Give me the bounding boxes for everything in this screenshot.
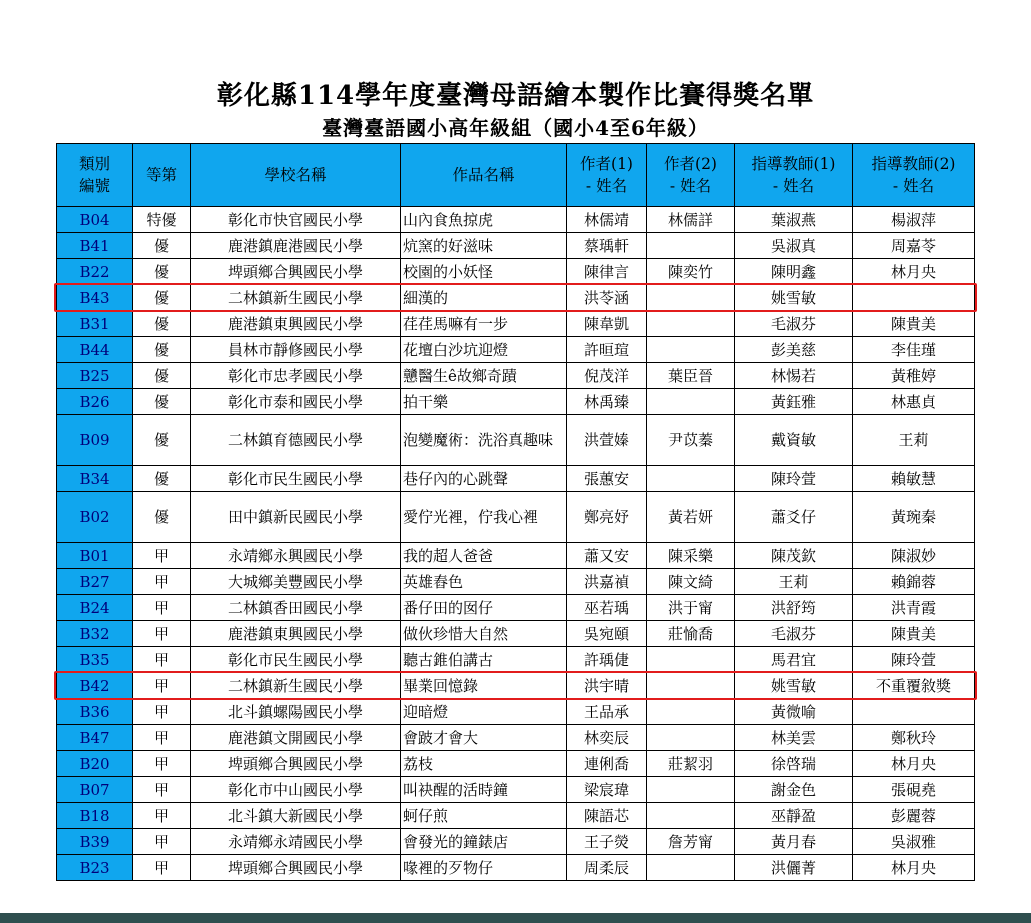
cell-school: 永靖鄉永興國民小學 [191,543,401,569]
cell-school: 二林鎮新生國民小學 [191,673,401,699]
cell-code: B36 [57,699,133,725]
cell-author2: 葉臣晉 [647,363,735,389]
cell-teacher1: 黃月春 [735,829,853,855]
cell-teacher2: 周嘉苓 [853,233,975,259]
cell-author1: 陳語芯 [567,803,647,829]
cell-school: 二林鎮育德國民小學 [191,415,401,466]
cell-author1: 鄭亮妤 [567,492,647,543]
cell-work: 山內食魚掠虎 [401,207,567,233]
cell-author2 [647,699,735,725]
cell-work: 拍干樂 [401,389,567,415]
cell-author2: 陳文綺 [647,569,735,595]
cell-code: B32 [57,621,133,647]
cell-work: 畢業回憶錄 [401,673,567,699]
table-row [57,233,975,259]
cell-teacher1: 洪儷菁 [735,855,853,881]
cell-teacher1: 洪舒筠 [735,595,853,621]
cell-teacher2: 陳淑妙 [853,543,975,569]
header-school: 學校名稱 [191,144,401,207]
cell-school: 員林市靜修國民小學 [191,337,401,363]
table-row [57,595,975,621]
cell-work: 花壇白沙坑迎燈 [401,337,567,363]
table-row [57,285,975,311]
table-row [57,363,975,389]
cell-teacher1: 戴資敏 [735,415,853,466]
cell-author1: 許瑀倢 [567,647,647,673]
cell-teacher1: 毛淑芬 [735,621,853,647]
cell-teacher2: 楊淑萍 [853,207,975,233]
cell-rank: 甲 [133,647,191,673]
cell-school: 鹿港鎮東興國民小學 [191,621,401,647]
cell-teacher2: 吳淑雅 [853,829,975,855]
cell-author1: 許晅瑄 [567,337,647,363]
cell-teacher1: 謝金色 [735,777,853,803]
cell-teacher2: 鄭秋玲 [853,725,975,751]
table-row [57,647,975,673]
cell-school: 北斗鎮大新國民小學 [191,803,401,829]
cell-author2 [647,337,735,363]
cell-teacher2: 林月央 [853,751,975,777]
table-row [57,855,975,881]
cell-work: 蚵仔煎 [401,803,567,829]
cell-school: 田中鎮新民國民小學 [191,492,401,543]
cell-author1: 洪萱嫀 [567,415,647,466]
cell-code: B23 [57,855,133,881]
cell-work: 巷仔內的心跳聲 [401,466,567,492]
cell-author2: 洪于甯 [647,595,735,621]
cell-teacher1: 姚雪敏 [735,285,853,311]
cell-author2: 莊絜羽 [647,751,735,777]
cell-school: 鹿港鎮東興國民小學 [191,311,401,337]
cell-work: 荔枝 [401,751,567,777]
cell-work: 細漢的 [401,285,567,311]
cell-rank: 甲 [133,543,191,569]
cell-work: 荏荏馬嘛有一步 [401,311,567,337]
header-teacher1: 指導教師(1) - 姓名 [735,144,853,207]
cell-work: 我的超人爸爸 [401,543,567,569]
table-row [57,725,975,751]
cell-author1: 張蕙安 [567,466,647,492]
cell-work: 泡變魔術：洗浴真趣味 [401,415,567,466]
cell-rank: 優 [133,311,191,337]
cell-code: B25 [57,363,133,389]
cell-code: B39 [57,829,133,855]
table-row [57,311,975,337]
cell-author2 [647,673,735,699]
cell-author1: 蕭又安 [567,543,647,569]
table-row [57,751,975,777]
cell-code: B09 [57,415,133,466]
awards-table [56,143,975,881]
cell-work: 叫袂醒的活時鐘 [401,777,567,803]
cell-teacher1: 黃微喻 [735,699,853,725]
cell-work: 會發光的鐘錶店 [401,829,567,855]
cell-author2 [647,311,735,337]
cell-rank: 甲 [133,569,191,595]
cell-teacher1: 王莉 [735,569,853,595]
cell-school: 永靖鄉永靖國民小學 [191,829,401,855]
cell-author2 [647,647,735,673]
cell-teacher2 [853,699,975,725]
cell-teacher1: 林美雲 [735,725,853,751]
cell-author2 [647,285,735,311]
cell-teacher2: 彭麗蓉 [853,803,975,829]
cell-author2 [647,777,735,803]
cell-work: 番仔田的囡仔 [401,595,567,621]
cell-school: 二林鎮新生國民小學 [191,285,401,311]
cell-rank: 甲 [133,803,191,829]
table-row [57,543,975,569]
cell-teacher2 [853,285,975,311]
cell-code: B04 [57,207,133,233]
cell-teacher1: 徐啓瑞 [735,751,853,777]
cell-work: 炕窯的好滋味 [401,233,567,259]
cell-code: B01 [57,543,133,569]
cell-code: B18 [57,803,133,829]
cell-work: 喙裡的歹物仔 [401,855,567,881]
cell-author2: 黃若妍 [647,492,735,543]
cell-rank: 甲 [133,829,191,855]
cell-rank: 甲 [133,595,191,621]
cell-author2: 詹芳甯 [647,829,735,855]
cell-author1: 林儒靖 [567,207,647,233]
header-code: 類別 編號 [57,144,133,207]
cell-author1: 蔡瑀軒 [567,233,647,259]
cell-rank: 甲 [133,855,191,881]
cell-author1: 林奕辰 [567,725,647,751]
cell-teacher2: 黃稚婷 [853,363,975,389]
cell-teacher2: 林月央 [853,855,975,881]
cell-teacher2: 王莉 [853,415,975,466]
cell-code: B07 [57,777,133,803]
page-subtitle: 臺灣臺語國小高年級組（國小4至6年級） [322,116,709,140]
cell-teacher2: 不重覆敘獎 [853,673,975,699]
cell-teacher1: 毛淑芬 [735,311,853,337]
cell-teacher2: 陳玲萱 [853,647,975,673]
header-work: 作品名稱 [401,144,567,207]
table-row [57,699,975,725]
cell-rank: 甲 [133,777,191,803]
cell-work: 會跛才會大 [401,725,567,751]
cell-rank: 甲 [133,621,191,647]
cell-author1: 陳律言 [567,259,647,285]
table-row [57,673,975,699]
cell-author1: 洪宇晴 [567,673,647,699]
cell-author1: 梁宸瑋 [567,777,647,803]
cell-code: B34 [57,466,133,492]
cell-author1: 洪嘉禎 [567,569,647,595]
cell-author1: 王品承 [567,699,647,725]
cell-work: 戇醫生ê故鄉奇蹟 [401,363,567,389]
cell-rank: 優 [133,492,191,543]
cell-teacher2: 李佳瑾 [853,337,975,363]
cell-author2 [647,389,735,415]
cell-teacher2: 陳貴美 [853,311,975,337]
cell-code: B27 [57,569,133,595]
cell-code: B47 [57,725,133,751]
cell-teacher2: 賴錦蓉 [853,569,975,595]
cell-school: 鹿港鎮文開國民小學 [191,725,401,751]
table-row [57,466,975,492]
cell-school: 鹿港鎮鹿港國民小學 [191,233,401,259]
cell-author2 [647,233,735,259]
cell-school: 彰化市泰和國民小學 [191,389,401,415]
cell-code: B24 [57,595,133,621]
cell-author1: 倪茂洋 [567,363,647,389]
cell-rank: 甲 [133,751,191,777]
cell-work: 英雄舂色 [401,569,567,595]
cell-teacher2: 張硯堯 [853,777,975,803]
cell-author2 [647,725,735,751]
table-row [57,777,975,803]
cell-school: 彰化市民生國民小學 [191,466,401,492]
cell-rank: 優 [133,285,191,311]
cell-work: 做伙珍惜大自然 [401,621,567,647]
cell-author2: 莊愉喬 [647,621,735,647]
bottom-bar [0,913,1031,923]
cell-teacher1: 葉淑燕 [735,207,853,233]
cell-author1: 洪苓涵 [567,285,647,311]
cell-rank: 甲 [133,699,191,725]
cell-rank: 優 [133,363,191,389]
cell-rank: 優 [133,337,191,363]
cell-code: B43 [57,285,133,311]
cell-teacher1: 蕭爻仔 [735,492,853,543]
cell-code: B35 [57,647,133,673]
cell-code: B44 [57,337,133,363]
cell-school: 二林鎮香田國民小學 [191,595,401,621]
cell-rank: 特優 [133,207,191,233]
cell-author2 [647,855,735,881]
cell-author2: 林儒詳 [647,207,735,233]
cell-work: 校園的小妖怪 [401,259,567,285]
cell-teacher1: 黃鈺雅 [735,389,853,415]
cell-work: 愛佇光裡，佇我心裡 [401,492,567,543]
page-title: 彰化縣114學年度臺灣母語繪本製作比賽得獎名單 [216,81,815,111]
cell-teacher1: 吳淑真 [735,233,853,259]
header-author2: 作者(2) - 姓名 [647,144,735,207]
cell-code: B42 [57,673,133,699]
cell-code: B31 [57,311,133,337]
cell-code: B41 [57,233,133,259]
cell-rank: 優 [133,233,191,259]
cell-code: B26 [57,389,133,415]
cell-teacher2: 林惠貞 [853,389,975,415]
cell-author2: 尹苡蓁 [647,415,735,466]
cell-teacher1: 巫靜盈 [735,803,853,829]
cell-teacher2: 黃琬秦 [853,492,975,543]
cell-author2: 陳采樂 [647,543,735,569]
cell-teacher1: 陳明鑫 [735,259,853,285]
cell-author2 [647,803,735,829]
table-row [57,207,975,233]
cell-code: B20 [57,751,133,777]
cell-school: 彰化市快官國民小學 [191,207,401,233]
cell-school: 埤頭鄉合興國民小學 [191,259,401,285]
cell-school: 埤頭鄉合興國民小學 [191,855,401,881]
table-row [57,803,975,829]
cell-code: B02 [57,492,133,543]
cell-teacher1: 林惕若 [735,363,853,389]
cell-teacher1: 彭美慈 [735,337,853,363]
cell-author2 [647,466,735,492]
cell-author1: 吳宛頤 [567,621,647,647]
cell-teacher2: 洪青霞 [853,595,975,621]
table-row [57,415,975,466]
cell-rank: 優 [133,259,191,285]
table-row [57,337,975,363]
table-row [57,829,975,855]
cell-school: 埤頭鄉合興國民小學 [191,751,401,777]
header-rank: 等第 [133,144,191,207]
cell-school: 北斗鎮螺陽國民小學 [191,699,401,725]
table-row [57,389,975,415]
cell-author2: 陳奕竹 [647,259,735,285]
header-author1: 作者(1) - 姓名 [567,144,647,207]
cell-work: 聽古錐伯講古 [401,647,567,673]
cell-rank: 優 [133,466,191,492]
cell-author1: 林禹臻 [567,389,647,415]
cell-school: 彰化市民生國民小學 [191,647,401,673]
table-row [57,492,975,543]
cell-author1: 周柔辰 [567,855,647,881]
cell-teacher1: 陳玲萱 [735,466,853,492]
cell-teacher2: 陳貴美 [853,621,975,647]
cell-school: 彰化市忠孝國民小學 [191,363,401,389]
cell-rank: 優 [133,389,191,415]
header-teacher2: 指導教師(2) - 姓名 [853,144,975,207]
cell-teacher1: 陳茂欽 [735,543,853,569]
cell-work: 迎暗燈 [401,699,567,725]
cell-author1: 王子熒 [567,829,647,855]
cell-code: B22 [57,259,133,285]
table-body [57,207,975,881]
cell-rank: 甲 [133,725,191,751]
cell-rank: 優 [133,415,191,466]
cell-teacher2: 賴敏慧 [853,466,975,492]
cell-teacher2: 林月央 [853,259,975,285]
table-row [57,621,975,647]
table-header-row [57,144,975,207]
cell-teacher1: 姚雪敏 [735,673,853,699]
cell-school: 大城鄉美豐國民小學 [191,569,401,595]
cell-author1: 連俐喬 [567,751,647,777]
table-row [57,259,975,285]
cell-author1: 巫若瑀 [567,595,647,621]
table-row [57,569,975,595]
cell-rank: 甲 [133,673,191,699]
cell-author1: 陳韋凱 [567,311,647,337]
cell-school: 彰化市中山國民小學 [191,777,401,803]
cell-teacher1: 馬君宜 [735,647,853,673]
